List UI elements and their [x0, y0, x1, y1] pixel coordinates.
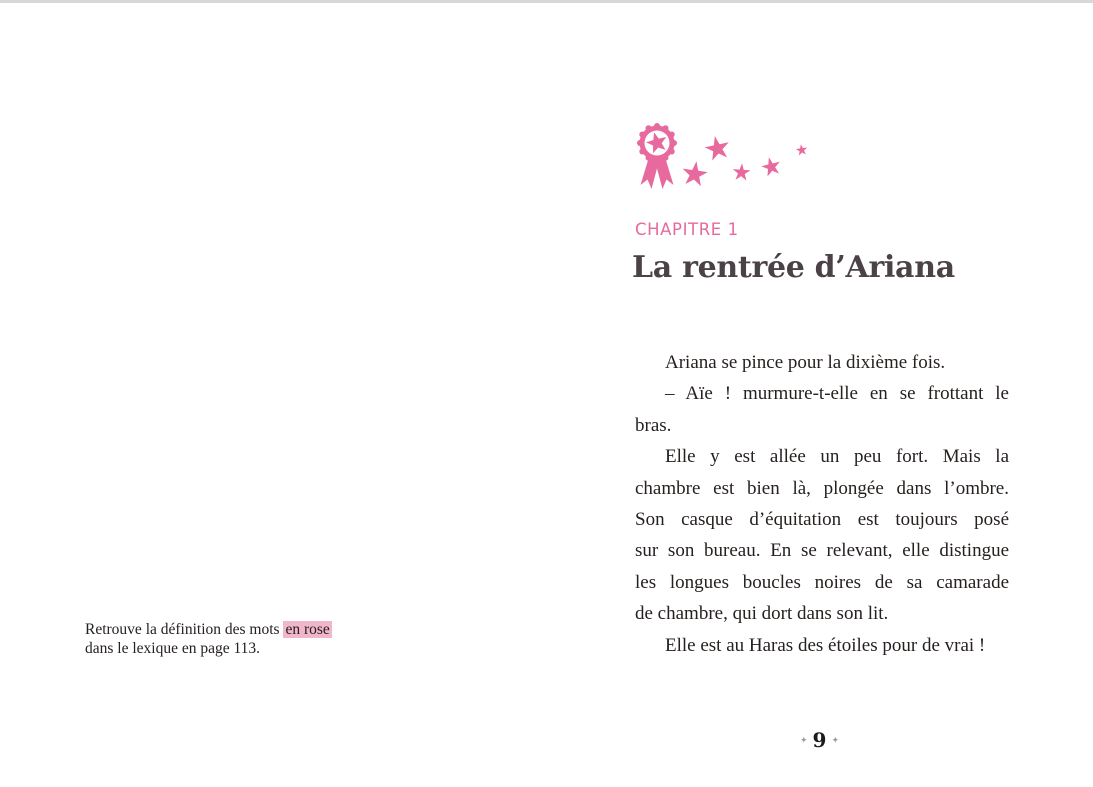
star-icon: ★ [677, 152, 713, 195]
star-icon: ★ [756, 149, 786, 184]
body-line: les longues boucles noires de sa camarade [635, 571, 1009, 593]
body-line: Elle y est allée un peu fort. Mais la [665, 446, 1009, 468]
footnote-text-before: Retrouve la définition des mots [85, 621, 284, 638]
body-line: bras. [635, 414, 672, 436]
body-line: chambre est bien là, plongée dans l’ombre. [635, 477, 1009, 499]
body-line: sur son bureau. En se relevant, elle distingue [635, 540, 1009, 562]
body-line: Son casque d’équitation est toujours posé [635, 509, 1009, 531]
star-icon: ★ [699, 126, 736, 170]
page-number: 9 [812, 728, 827, 752]
award-rosette-icon [634, 118, 680, 194]
body-line: de chambre, qui dort dans son lit. [635, 603, 889, 625]
body-text [635, 347, 1009, 661]
chapter-label: CHAPITRE 1 [635, 220, 739, 239]
star-icon: ★ [730, 159, 753, 187]
sparkle-icon-right: ✦ [831, 736, 839, 746]
footnote-highlight: en rose [285, 621, 330, 638]
footnote [85, 620, 355, 658]
body-line: Ariana se pince pour la dixième fois. [665, 352, 946, 373]
body-line: Elle est au Haras des étoiles pour de vrai ! [665, 634, 986, 656]
page-top-edge [0, 0, 1093, 3]
footnote-text-after: dans le lexique en page 113. [85, 640, 261, 657]
chapter-title: La rentrée d’Ariana [632, 250, 955, 285]
star-icon: ★ [793, 140, 810, 160]
page-number-block [546, 728, 1093, 752]
sparkle-icon-left: ✦ [799, 736, 808, 746]
body-line: – Aïe ! murmure-t-elle en se frottant le [665, 383, 1009, 405]
